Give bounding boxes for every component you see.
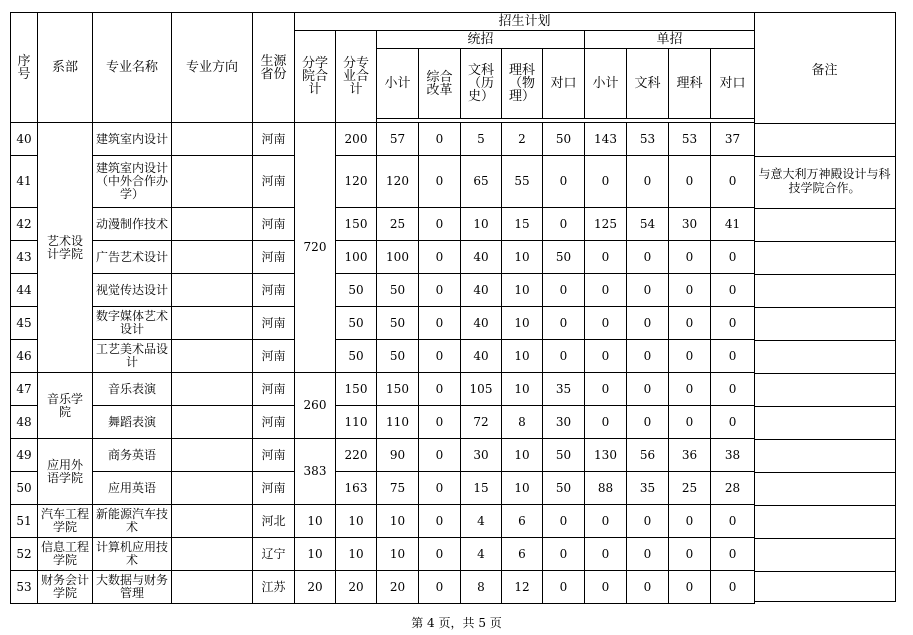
cell-single-subtotal: 0 xyxy=(585,274,627,307)
cell-major: 计算机应用技术 xyxy=(93,538,172,571)
cell-comprehensive: 0 xyxy=(419,505,461,538)
cell-unified-counterpart: 50 xyxy=(543,439,585,472)
cell-seq: 44 xyxy=(11,274,38,307)
cell-seq: 47 xyxy=(11,373,38,406)
cell-single-science: 53 xyxy=(669,123,711,156)
cell-major-total: 50 xyxy=(336,274,377,307)
cell-unified-subtotal: 10 xyxy=(377,538,419,571)
cell-seq: 40 xyxy=(11,123,38,156)
cell-major: 大数据与财务管理 xyxy=(93,571,172,604)
cell-direction xyxy=(172,373,253,406)
cell-major-total: 150 xyxy=(336,373,377,406)
table-row xyxy=(11,274,755,307)
cell-single-subtotal: 125 xyxy=(585,208,627,241)
cell-single-arts: 0 xyxy=(627,340,669,373)
header-unified-counterpart: 对口 xyxy=(543,49,585,119)
cell-major: 建筑室内设计 xyxy=(93,123,172,156)
note-cell xyxy=(754,341,895,374)
cell-province: 河南 xyxy=(253,274,295,307)
cell-unified-subtotal: 25 xyxy=(377,208,419,241)
cell-seq: 48 xyxy=(11,406,38,439)
cell-direction xyxy=(172,123,253,156)
cell-dept-total: 10 xyxy=(295,538,336,571)
cell-province: 河南 xyxy=(253,439,295,472)
table-body xyxy=(11,123,755,604)
cell-science-physics: 12 xyxy=(502,571,543,604)
cell-direction xyxy=(172,439,253,472)
cell-comprehensive: 0 xyxy=(419,208,461,241)
cell-seq: 53 xyxy=(11,571,38,604)
cell-single-counterpart: 0 xyxy=(711,505,755,538)
cell-comprehensive: 0 xyxy=(419,307,461,340)
cell-single-arts: 0 xyxy=(627,156,669,208)
cell-major: 动漫制作技术 xyxy=(93,208,172,241)
cell-single-arts: 35 xyxy=(627,472,669,505)
header-arts-history: 文科（历史） xyxy=(461,49,502,119)
cell-single-science: 0 xyxy=(669,307,711,340)
cell-arts-history: 40 xyxy=(461,274,502,307)
cell-major: 建筑室内设计（中外合作办学） xyxy=(93,156,172,208)
cell-major-total: 20 xyxy=(336,571,377,604)
cell-comprehensive: 0 xyxy=(419,406,461,439)
cell-dept: 应用外语学院 xyxy=(38,439,93,505)
cell-science-physics: 10 xyxy=(502,274,543,307)
note-cell xyxy=(754,572,895,605)
cell-comprehensive: 0 xyxy=(419,439,461,472)
note-cell xyxy=(754,275,895,308)
cell-direction xyxy=(172,571,253,604)
cell-dept: 音乐学院 xyxy=(38,373,93,439)
note-cell: 与意大利万神殿设计与科技学院合作。 xyxy=(754,157,895,209)
cell-single-counterpart: 38 xyxy=(711,439,755,472)
cell-major-total: 220 xyxy=(336,439,377,472)
header-plan: 招生计划 xyxy=(295,13,755,31)
cell-province: 河南 xyxy=(253,307,295,340)
cell-unified-counterpart: 0 xyxy=(543,571,585,604)
note-cell xyxy=(754,539,895,572)
header-single-subtotal: 小计 xyxy=(585,49,627,119)
cell-seq: 50 xyxy=(11,472,38,505)
cell-single-science: 30 xyxy=(669,208,711,241)
cell-province: 河南 xyxy=(253,406,295,439)
cell-comprehensive: 0 xyxy=(419,538,461,571)
cell-science-physics: 6 xyxy=(502,505,543,538)
note-cell xyxy=(754,209,895,242)
cell-science-physics: 10 xyxy=(502,307,543,340)
cell-province: 河南 xyxy=(253,241,295,274)
cell-single-arts: 0 xyxy=(627,241,669,274)
cell-unified-counterpart: 0 xyxy=(543,505,585,538)
cell-comprehensive: 0 xyxy=(419,472,461,505)
cell-major: 视觉传达设计 xyxy=(93,274,172,307)
cell-unified-counterpart: 50 xyxy=(543,241,585,274)
cell-single-arts: 0 xyxy=(627,505,669,538)
cell-unified-counterpart: 0 xyxy=(543,274,585,307)
cell-unified-subtotal: 150 xyxy=(377,373,419,406)
cell-arts-history: 10 xyxy=(461,208,502,241)
cell-unified-subtotal: 90 xyxy=(377,439,419,472)
table-row xyxy=(11,340,755,373)
cell-single-science: 25 xyxy=(669,472,711,505)
enrollment-plan-table xyxy=(10,12,755,604)
header-seq: 序号 xyxy=(11,13,38,123)
cell-single-science: 36 xyxy=(669,439,711,472)
cell-science-physics: 10 xyxy=(502,472,543,505)
table-row xyxy=(11,538,755,571)
cell-province: 河南 xyxy=(253,373,295,406)
cell-single-subtotal: 88 xyxy=(585,472,627,505)
cell-single-science: 0 xyxy=(669,406,711,439)
cell-province: 河南 xyxy=(253,340,295,373)
cell-direction xyxy=(172,208,253,241)
cell-major-total: 200 xyxy=(336,123,377,156)
cell-major-total: 120 xyxy=(336,156,377,208)
cell-major: 工艺美术品设计 xyxy=(93,340,172,373)
cell-major: 数字媒体艺术设计 xyxy=(93,307,172,340)
cell-arts-history: 40 xyxy=(461,340,502,373)
table-row xyxy=(11,307,755,340)
header-direction: 专业方向 xyxy=(172,13,253,123)
cell-unified-counterpart: 0 xyxy=(543,538,585,571)
cell-direction xyxy=(172,241,253,274)
cell-dept: 财务会计学院 xyxy=(38,571,93,604)
cell-single-arts: 54 xyxy=(627,208,669,241)
cell-single-counterpart: 0 xyxy=(711,406,755,439)
cell-single-subtotal: 143 xyxy=(585,123,627,156)
cell-dept: 信息工程学院 xyxy=(38,538,93,571)
cell-major-total: 150 xyxy=(336,208,377,241)
cell-single-arts: 0 xyxy=(627,406,669,439)
table-row xyxy=(11,123,755,156)
cell-single-arts: 0 xyxy=(627,538,669,571)
cell-science-physics: 2 xyxy=(502,123,543,156)
cell-arts-history: 40 xyxy=(461,307,502,340)
cell-seq: 49 xyxy=(11,439,38,472)
cell-science-physics: 10 xyxy=(502,340,543,373)
cell-unified-counterpart: 0 xyxy=(543,307,585,340)
cell-dept-total: 383 xyxy=(295,439,336,505)
cell-single-counterpart: 0 xyxy=(711,307,755,340)
cell-dept: 汽车工程学院 xyxy=(38,505,93,538)
cell-major: 新能源汽车技术 xyxy=(93,505,172,538)
cell-arts-history: 4 xyxy=(461,538,502,571)
cell-unified-subtotal: 100 xyxy=(377,241,419,274)
cell-single-subtotal: 130 xyxy=(585,439,627,472)
note-cell xyxy=(754,407,895,440)
note-cell xyxy=(754,473,895,506)
cell-unified-subtotal: 50 xyxy=(377,307,419,340)
cell-science-physics: 10 xyxy=(502,241,543,274)
note-cell xyxy=(754,308,895,341)
cell-unified-subtotal: 120 xyxy=(377,156,419,208)
table-row xyxy=(11,241,755,274)
page-footer: 第 4 页，共 5 页 xyxy=(411,616,502,630)
cell-comprehensive: 0 xyxy=(419,123,461,156)
cell-single-subtotal: 0 xyxy=(585,307,627,340)
cell-major: 广告艺术设计 xyxy=(93,241,172,274)
cell-seq: 51 xyxy=(11,505,38,538)
cell-single-science: 0 xyxy=(669,156,711,208)
cell-single-counterpart: 0 xyxy=(711,373,755,406)
notes-column xyxy=(754,12,896,602)
header-major-total: 分专业合计 xyxy=(336,31,377,123)
cell-single-subtotal: 0 xyxy=(585,538,627,571)
cell-direction xyxy=(172,505,253,538)
cell-dept-total: 720 xyxy=(295,123,336,373)
note-cell xyxy=(754,374,895,407)
header-unified-subtotal: 小计 xyxy=(377,49,419,119)
header-dept-total: 分学院合计 xyxy=(295,31,336,123)
header-unified: 统招 xyxy=(377,31,585,49)
cell-unified-subtotal: 10 xyxy=(377,505,419,538)
cell-single-arts: 56 xyxy=(627,439,669,472)
cell-arts-history: 65 xyxy=(461,156,502,208)
table-row xyxy=(11,373,755,406)
cell-single-counterpart: 41 xyxy=(711,208,755,241)
note-cell xyxy=(754,124,895,157)
cell-single-arts: 0 xyxy=(627,307,669,340)
cell-science-physics: 6 xyxy=(502,538,543,571)
header-single: 单招 xyxy=(585,31,755,49)
note-cell xyxy=(754,506,895,539)
cell-unified-subtotal: 50 xyxy=(377,340,419,373)
cell-arts-history: 8 xyxy=(461,571,502,604)
cell-single-science: 0 xyxy=(669,538,711,571)
cell-seq: 42 xyxy=(11,208,38,241)
header-major: 专业名称 xyxy=(93,13,172,123)
cell-unified-counterpart: 50 xyxy=(543,123,585,156)
cell-single-counterpart: 0 xyxy=(711,156,755,208)
cell-major-total: 100 xyxy=(336,241,377,274)
cell-single-subtotal: 0 xyxy=(585,571,627,604)
header-single-arts: 文科 xyxy=(627,49,669,119)
cell-single-science: 0 xyxy=(669,340,711,373)
cell-dept: 艺术设计学院 xyxy=(38,123,93,373)
cell-direction xyxy=(172,406,253,439)
table-row xyxy=(11,208,755,241)
cell-comprehensive: 0 xyxy=(419,373,461,406)
cell-seq: 45 xyxy=(11,307,38,340)
cell-unified-subtotal: 110 xyxy=(377,406,419,439)
cell-single-counterpart: 37 xyxy=(711,123,755,156)
cell-dept-total: 10 xyxy=(295,505,336,538)
cell-major: 音乐表演 xyxy=(93,373,172,406)
cell-single-subtotal: 0 xyxy=(585,505,627,538)
cell-single-arts: 53 xyxy=(627,123,669,156)
table-row xyxy=(11,439,755,472)
cell-comprehensive: 0 xyxy=(419,274,461,307)
cell-science-physics: 55 xyxy=(502,156,543,208)
cell-single-subtotal: 0 xyxy=(585,406,627,439)
cell-arts-history: 15 xyxy=(461,472,502,505)
cell-province: 辽宁 xyxy=(253,538,295,571)
cell-major: 舞蹈表演 xyxy=(93,406,172,439)
cell-single-counterpart: 0 xyxy=(711,241,755,274)
cell-comprehensive: 0 xyxy=(419,340,461,373)
cell-province: 河南 xyxy=(253,123,295,156)
cell-single-science: 0 xyxy=(669,373,711,406)
cell-unified-subtotal: 20 xyxy=(377,571,419,604)
cell-unified-counterpart: 0 xyxy=(543,340,585,373)
cell-comprehensive: 0 xyxy=(419,241,461,274)
cell-major-total: 110 xyxy=(336,406,377,439)
cell-unified-counterpart: 50 xyxy=(543,472,585,505)
cell-arts-history: 4 xyxy=(461,505,502,538)
cell-major-total: 10 xyxy=(336,505,377,538)
cell-single-counterpart: 0 xyxy=(711,538,755,571)
cell-unified-counterpart: 0 xyxy=(543,208,585,241)
cell-single-subtotal: 0 xyxy=(585,241,627,274)
header-comprehensive: 综合改革 xyxy=(419,49,461,119)
cell-direction xyxy=(172,156,253,208)
cell-science-physics: 8 xyxy=(502,406,543,439)
cell-unified-subtotal: 57 xyxy=(377,123,419,156)
header-dept: 系部 xyxy=(38,13,93,123)
cell-comprehensive: 0 xyxy=(419,571,461,604)
cell-province: 河南 xyxy=(253,208,295,241)
cell-single-science: 0 xyxy=(669,505,711,538)
table-row xyxy=(11,571,755,604)
cell-single-arts: 0 xyxy=(627,571,669,604)
cell-arts-history: 105 xyxy=(461,373,502,406)
cell-unified-subtotal: 50 xyxy=(377,274,419,307)
cell-single-counterpart: 0 xyxy=(711,571,755,604)
cell-seq: 43 xyxy=(11,241,38,274)
cell-single-science: 0 xyxy=(669,571,711,604)
table-header xyxy=(11,13,755,123)
cell-single-counterpart: 0 xyxy=(711,274,755,307)
cell-single-subtotal: 0 xyxy=(585,373,627,406)
header-science-physics: 理科（物理） xyxy=(502,49,543,119)
table-row xyxy=(11,406,755,439)
cell-major-total: 50 xyxy=(336,307,377,340)
cell-seq: 41 xyxy=(11,156,38,208)
note-cell xyxy=(754,440,895,473)
cell-unified-counterpart: 30 xyxy=(543,406,585,439)
cell-direction xyxy=(172,538,253,571)
cell-single-counterpart: 0 xyxy=(711,340,755,373)
cell-science-physics: 10 xyxy=(502,373,543,406)
cell-single-science: 0 xyxy=(669,241,711,274)
note-cell xyxy=(754,242,895,275)
cell-direction xyxy=(172,307,253,340)
cell-single-science: 0 xyxy=(669,274,711,307)
cell-direction xyxy=(172,340,253,373)
cell-arts-history: 40 xyxy=(461,241,502,274)
cell-direction xyxy=(172,472,253,505)
cell-province: 江苏 xyxy=(253,571,295,604)
header-notes: 备注 xyxy=(754,13,895,124)
cell-arts-history: 5 xyxy=(461,123,502,156)
cell-unified-counterpart: 35 xyxy=(543,373,585,406)
cell-province: 河南 xyxy=(253,156,295,208)
cell-science-physics: 10 xyxy=(502,439,543,472)
cell-dept-total: 260 xyxy=(295,373,336,439)
table-row xyxy=(11,156,755,208)
cell-province: 河北 xyxy=(253,505,295,538)
cell-comprehensive: 0 xyxy=(419,156,461,208)
cell-single-subtotal: 0 xyxy=(585,340,627,373)
table-row xyxy=(11,505,755,538)
cell-unified-counterpart: 0 xyxy=(543,156,585,208)
cell-arts-history: 30 xyxy=(461,439,502,472)
cell-single-arts: 0 xyxy=(627,274,669,307)
cell-major: 应用英语 xyxy=(93,472,172,505)
cell-arts-history: 72 xyxy=(461,406,502,439)
header-single-counterpart: 对口 xyxy=(711,49,755,119)
cell-major-total: 10 xyxy=(336,538,377,571)
cell-single-arts: 0 xyxy=(627,373,669,406)
header-province: 生源省份 xyxy=(253,13,295,123)
cell-single-counterpart: 28 xyxy=(711,472,755,505)
cell-dept-total: 20 xyxy=(295,571,336,604)
table-row xyxy=(11,472,755,505)
cell-single-subtotal: 0 xyxy=(585,156,627,208)
header-single-science: 理科 xyxy=(669,49,711,119)
cell-direction xyxy=(172,274,253,307)
cell-major: 商务英语 xyxy=(93,439,172,472)
cell-seq: 46 xyxy=(11,340,38,373)
cell-major-total: 163 xyxy=(336,472,377,505)
cell-science-physics: 15 xyxy=(502,208,543,241)
cell-unified-subtotal: 75 xyxy=(377,472,419,505)
cell-seq: 52 xyxy=(11,538,38,571)
cell-province: 河南 xyxy=(253,472,295,505)
cell-major-total: 50 xyxy=(336,340,377,373)
